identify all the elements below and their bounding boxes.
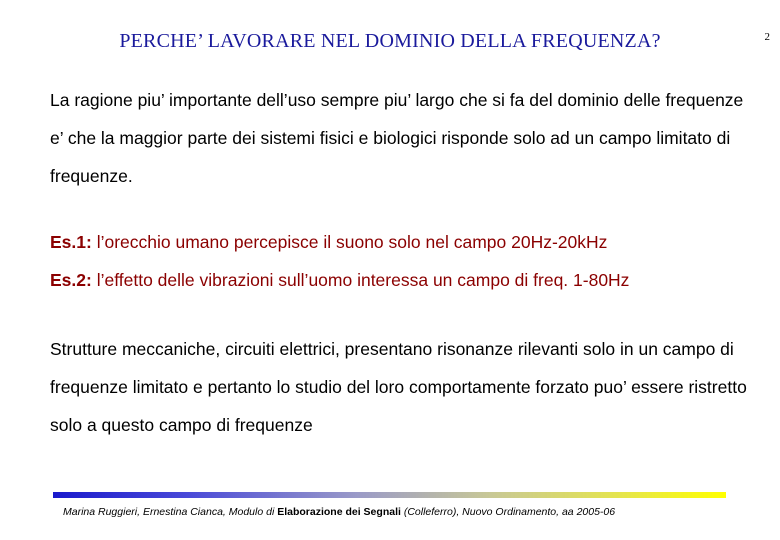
example-1-text: l’orecchio umano percepisce il suono solo nel campo 20Hz-20kHz <box>96 232 608 252</box>
footer-suffix: (Colleferro), Nuovo Ordinamento, aa 2005-06 <box>400 506 616 518</box>
example-2 <box>50 261 750 299</box>
example-2-text: l’effetto delle vibrazioni sull’uomo interessa un campo di freq. 1-80Hz <box>96 270 630 290</box>
footer-credits <box>63 506 723 518</box>
outro-paragraph: Strutture meccaniche, circuiti elettrici, presentano risonanze rilevanti solo in un campo di frequenze limitato e pertanto lo studio del loro comportamente forzato puo’ essere ristretto solo a questo campo di frequenze <box>50 339 747 435</box>
slide-title: PERCHE’ LAVORARE NEL DOMINIO DELLA FREQUENZA? <box>119 30 661 52</box>
footer-prefix: Marina Ruggieri, Ernestina Cianca, Modulo di <box>63 506 278 518</box>
page-number: 2 <box>764 31 770 43</box>
examples-list <box>50 223 750 299</box>
example-1 <box>50 223 750 261</box>
example-1-label: Es.1: <box>50 232 92 252</box>
footer-gradient-bar <box>53 492 726 498</box>
footer-course: Elaborazione dei Segnali <box>277 506 401 518</box>
example-2-label: Es.2: <box>50 270 92 290</box>
intro-paragraph: La ragione piu’ importante dell’uso sempre piu’ largo che si fa del dominio delle frequenze e’ che la maggior parte dei sistemi fisici e biologici risponde solo ad un campo limitato di frequenze. <box>50 90 744 186</box>
